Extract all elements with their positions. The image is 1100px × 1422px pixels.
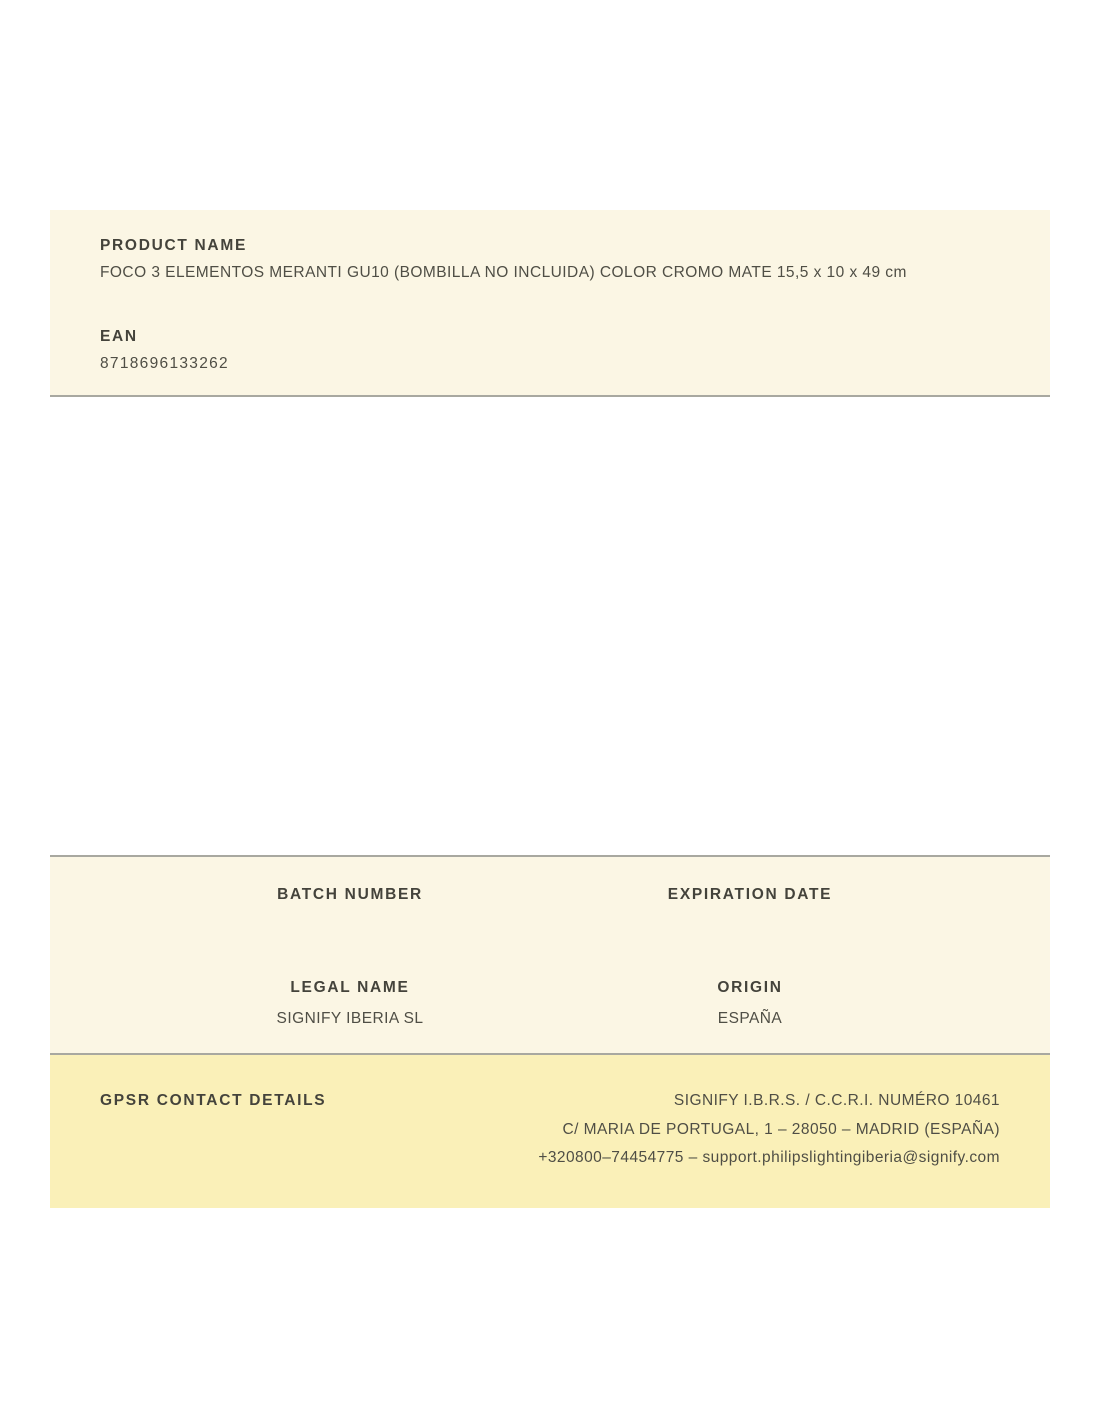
ean-label: EAN xyxy=(100,328,138,345)
gpsr-contact-lines xyxy=(538,1087,1000,1173)
product-name-value: FOCO 3 ELEMENTOS MERANTI GU10 (BOMBILLA NO INCLUIDA) COLOR CROMO MATE 15,5 x 10 x 49 cm xyxy=(100,264,907,281)
gpsr-contact-line-phone-email: +320800–74454775 – support.philipslightingiberia@signify.com xyxy=(538,1149,1000,1166)
batch-origin-grid xyxy=(150,881,950,1032)
origin-value: ESPAÑA xyxy=(717,1010,783,1027)
origin-field xyxy=(550,974,950,1032)
gpsr-contact-section xyxy=(50,1055,1050,1208)
legal-name-label: LEGAL NAME xyxy=(290,979,410,996)
batch-number-field xyxy=(150,881,550,939)
product-name-field xyxy=(100,232,1000,286)
batch-number-value xyxy=(150,912,550,939)
ean-value: 8718696133262 xyxy=(100,355,229,372)
legal-name-field xyxy=(150,974,550,1032)
origin-label: ORIGIN xyxy=(717,979,783,996)
gpsr-contact-label: GPSR CONTACT DETAILS xyxy=(100,1092,327,1109)
gpsr-contact-line-company: SIGNIFY I.B.R.S. / C.C.R.I. NUMÉRO 10461 xyxy=(673,1092,1000,1109)
product-name-label: PRODUCT NAME xyxy=(100,237,247,254)
expiration-date-field xyxy=(550,881,950,939)
ean-field xyxy=(100,323,1000,377)
batch-number-label: BATCH NUMBER xyxy=(277,886,423,903)
batch-origin-section xyxy=(50,855,1050,1055)
expiration-date-value xyxy=(550,912,950,939)
legal-name-value: SIGNIFY IBERIA SL xyxy=(276,1010,424,1027)
expiration-date-label: EXPIRATION DATE xyxy=(667,886,833,903)
product-info-section xyxy=(50,210,1050,397)
gpsr-contact-line-address: C/ MARIA DE PORTUGAL, 1 – 28050 – MADRID (ESPAÑA) xyxy=(562,1120,1000,1138)
